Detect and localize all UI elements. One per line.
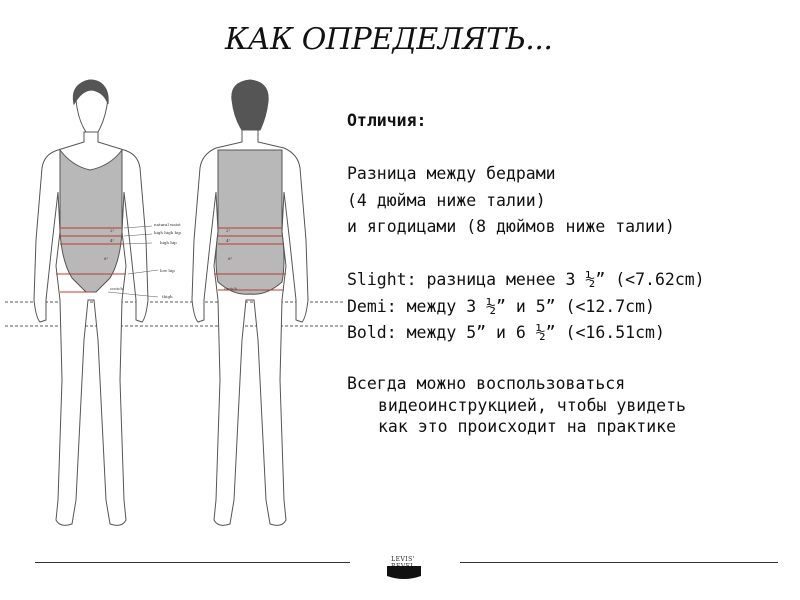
fit-bold: Bold: между 5” и 6 ½” (<16.51cm) — [347, 323, 665, 342]
label-front-8: 8" — [104, 256, 109, 261]
text-line-3: и ягодицами (8 дюймов ниже талии) — [347, 217, 675, 236]
label-crotch: crotch — [110, 286, 123, 291]
text-line-2: (4 дюйма ниже талии) — [347, 190, 546, 210]
brand-text: LEVIS' — [391, 556, 415, 563]
description-text — [347, 108, 797, 438]
label-back-2: 2" — [226, 228, 231, 233]
video-note — [347, 373, 797, 438]
front-figure — [34, 80, 148, 525]
label-back-crotch: crotch — [224, 286, 237, 291]
text-line-1: Разница между бедрами — [347, 164, 556, 183]
front-bodysuit — [60, 150, 122, 292]
footer-rule-left — [35, 562, 350, 563]
label-back-8: 8" — [228, 256, 233, 261]
label-back-4: 4" — [226, 238, 231, 243]
label-natural-waist: natural waist — [154, 222, 181, 227]
label-front-4: 4" — [110, 238, 115, 243]
levis-logo-icon — [387, 566, 421, 580]
label-thigh: thigh — [162, 294, 173, 299]
back-figure — [192, 80, 308, 525]
video-note-line-3: как это происходит на практике — [378, 417, 677, 436]
label-high-high-hip: high high hip — [154, 230, 181, 235]
back-bodysuit — [216, 150, 284, 294]
video-note-line-1: Всегда можно воспользоваться — [347, 374, 626, 393]
label-low-hip: low hip — [160, 268, 175, 273]
footer-rule-right — [460, 562, 778, 563]
fit-slight: Slight: разница менее 3 ½” (<7.62cm) — [347, 270, 705, 289]
back-head-hair — [232, 80, 268, 130]
body-measurement-figures — [0, 70, 345, 540]
slide-title: КАК ОПРЕДЕЛЯТЬ... — [225, 22, 553, 57]
label-high-hip: high hip — [160, 240, 177, 245]
label-front-2: 2" — [110, 228, 115, 233]
fit-demi: Demi: между 3 ½” и 5” (<12.7cm) — [347, 296, 655, 316]
differences-heading: Отличия: — [347, 111, 427, 130]
video-note-line-2: видеоинструкцией, чтобы увидеть — [378, 395, 686, 415]
